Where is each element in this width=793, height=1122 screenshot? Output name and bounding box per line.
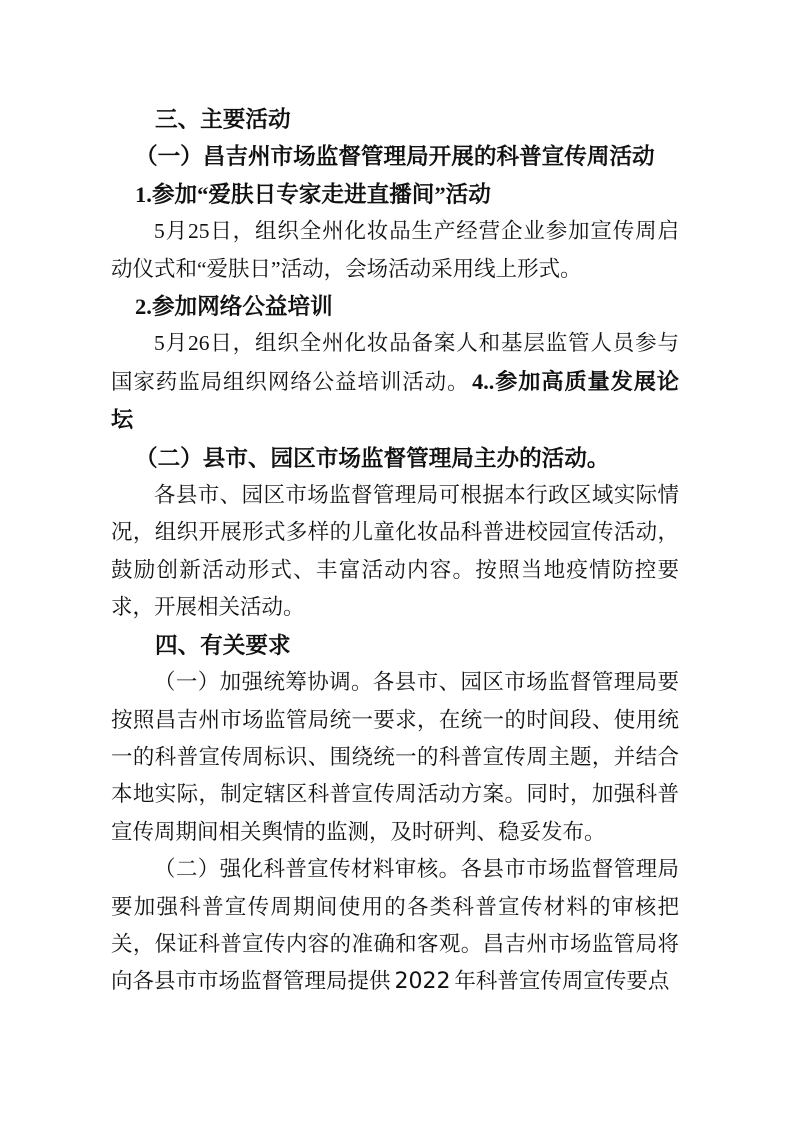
paragraph-may-26-activity — [111, 325, 679, 439]
heading-section-3-main-activities: 三、主要活动 — [155, 107, 291, 132]
heading-item-1-skin-care-day-livestream: 1.参加“爱肤日专家走进直播间”活动 — [135, 181, 491, 207]
paragraph-requirement-2-text-tail: 年科普宣传周宣传要点 — [454, 969, 670, 994]
paragraph-requirement-2-text-lead: （二）强化科普宣传材料审核。各县市市场监督管理局要加强科普宣传周期间使用的各类科普宣传材料的审核把关，保证科普宣传内容的准确和客观。昌吉州市场监管局将向各县市市场监督管理局提供 — [111, 857, 679, 994]
heading-sub-1-changji-bureau-activities: （一）昌吉州市场监督管理局开展的科普宣传周活动 — [135, 144, 655, 170]
heading-sub-2-county-bureau-activities: （二）县市、园区市场监督管理局主办的活动。 — [135, 445, 610, 471]
year-2022-text: 2022 — [394, 969, 451, 995]
document-body — [111, 101, 679, 1001]
paragraph-may-25-activity: 5月25日，组织全州化妆品生产经营企业参加宣传周启动仪式和“爱肤日”活动，会场活动采用线上形式。 — [111, 219, 679, 281]
heading-section-4-requirements: 四、有关要求 — [155, 632, 291, 658]
heading-item-4-high-quality-forum-inline: 4..参加高质量发展论坛 — [111, 368, 679, 433]
paragraph-may-26-activity-text: 5月26日，组织全州化妆品备案人和基层监管人员参与国家药监局组织网络公益培训活动。 — [111, 331, 679, 394]
heading-item-2-online-public-training: 2.参加网络公益培训 — [135, 294, 333, 320]
paragraph-county-campus-activities: 各县市、园区市场监督管理局可根据本行政区域实际情况，组织开展形式多样的儿童化妆品科普进校园宣传活动，鼓励创新活动形式、丰富活动内容。按照当地疫情防控要求，开展相关活动。 — [111, 483, 679, 620]
paragraph-requirement-1-coordination: （一）加强统筹协调。各县市、园区市场监督管理局要按照昌吉州市场监管局统一要求，在统一的时间段、使用统一的科普宣传周标识、围绕统一的科普宣传周主题，并结合本地实际，制定辖区科普宣传周活动方案。同时，加强科普宣传周期间相关舆情的监测，及时研判、稳妥发布。 — [111, 670, 679, 844]
paragraph-requirement-2-material-review — [111, 851, 679, 1001]
